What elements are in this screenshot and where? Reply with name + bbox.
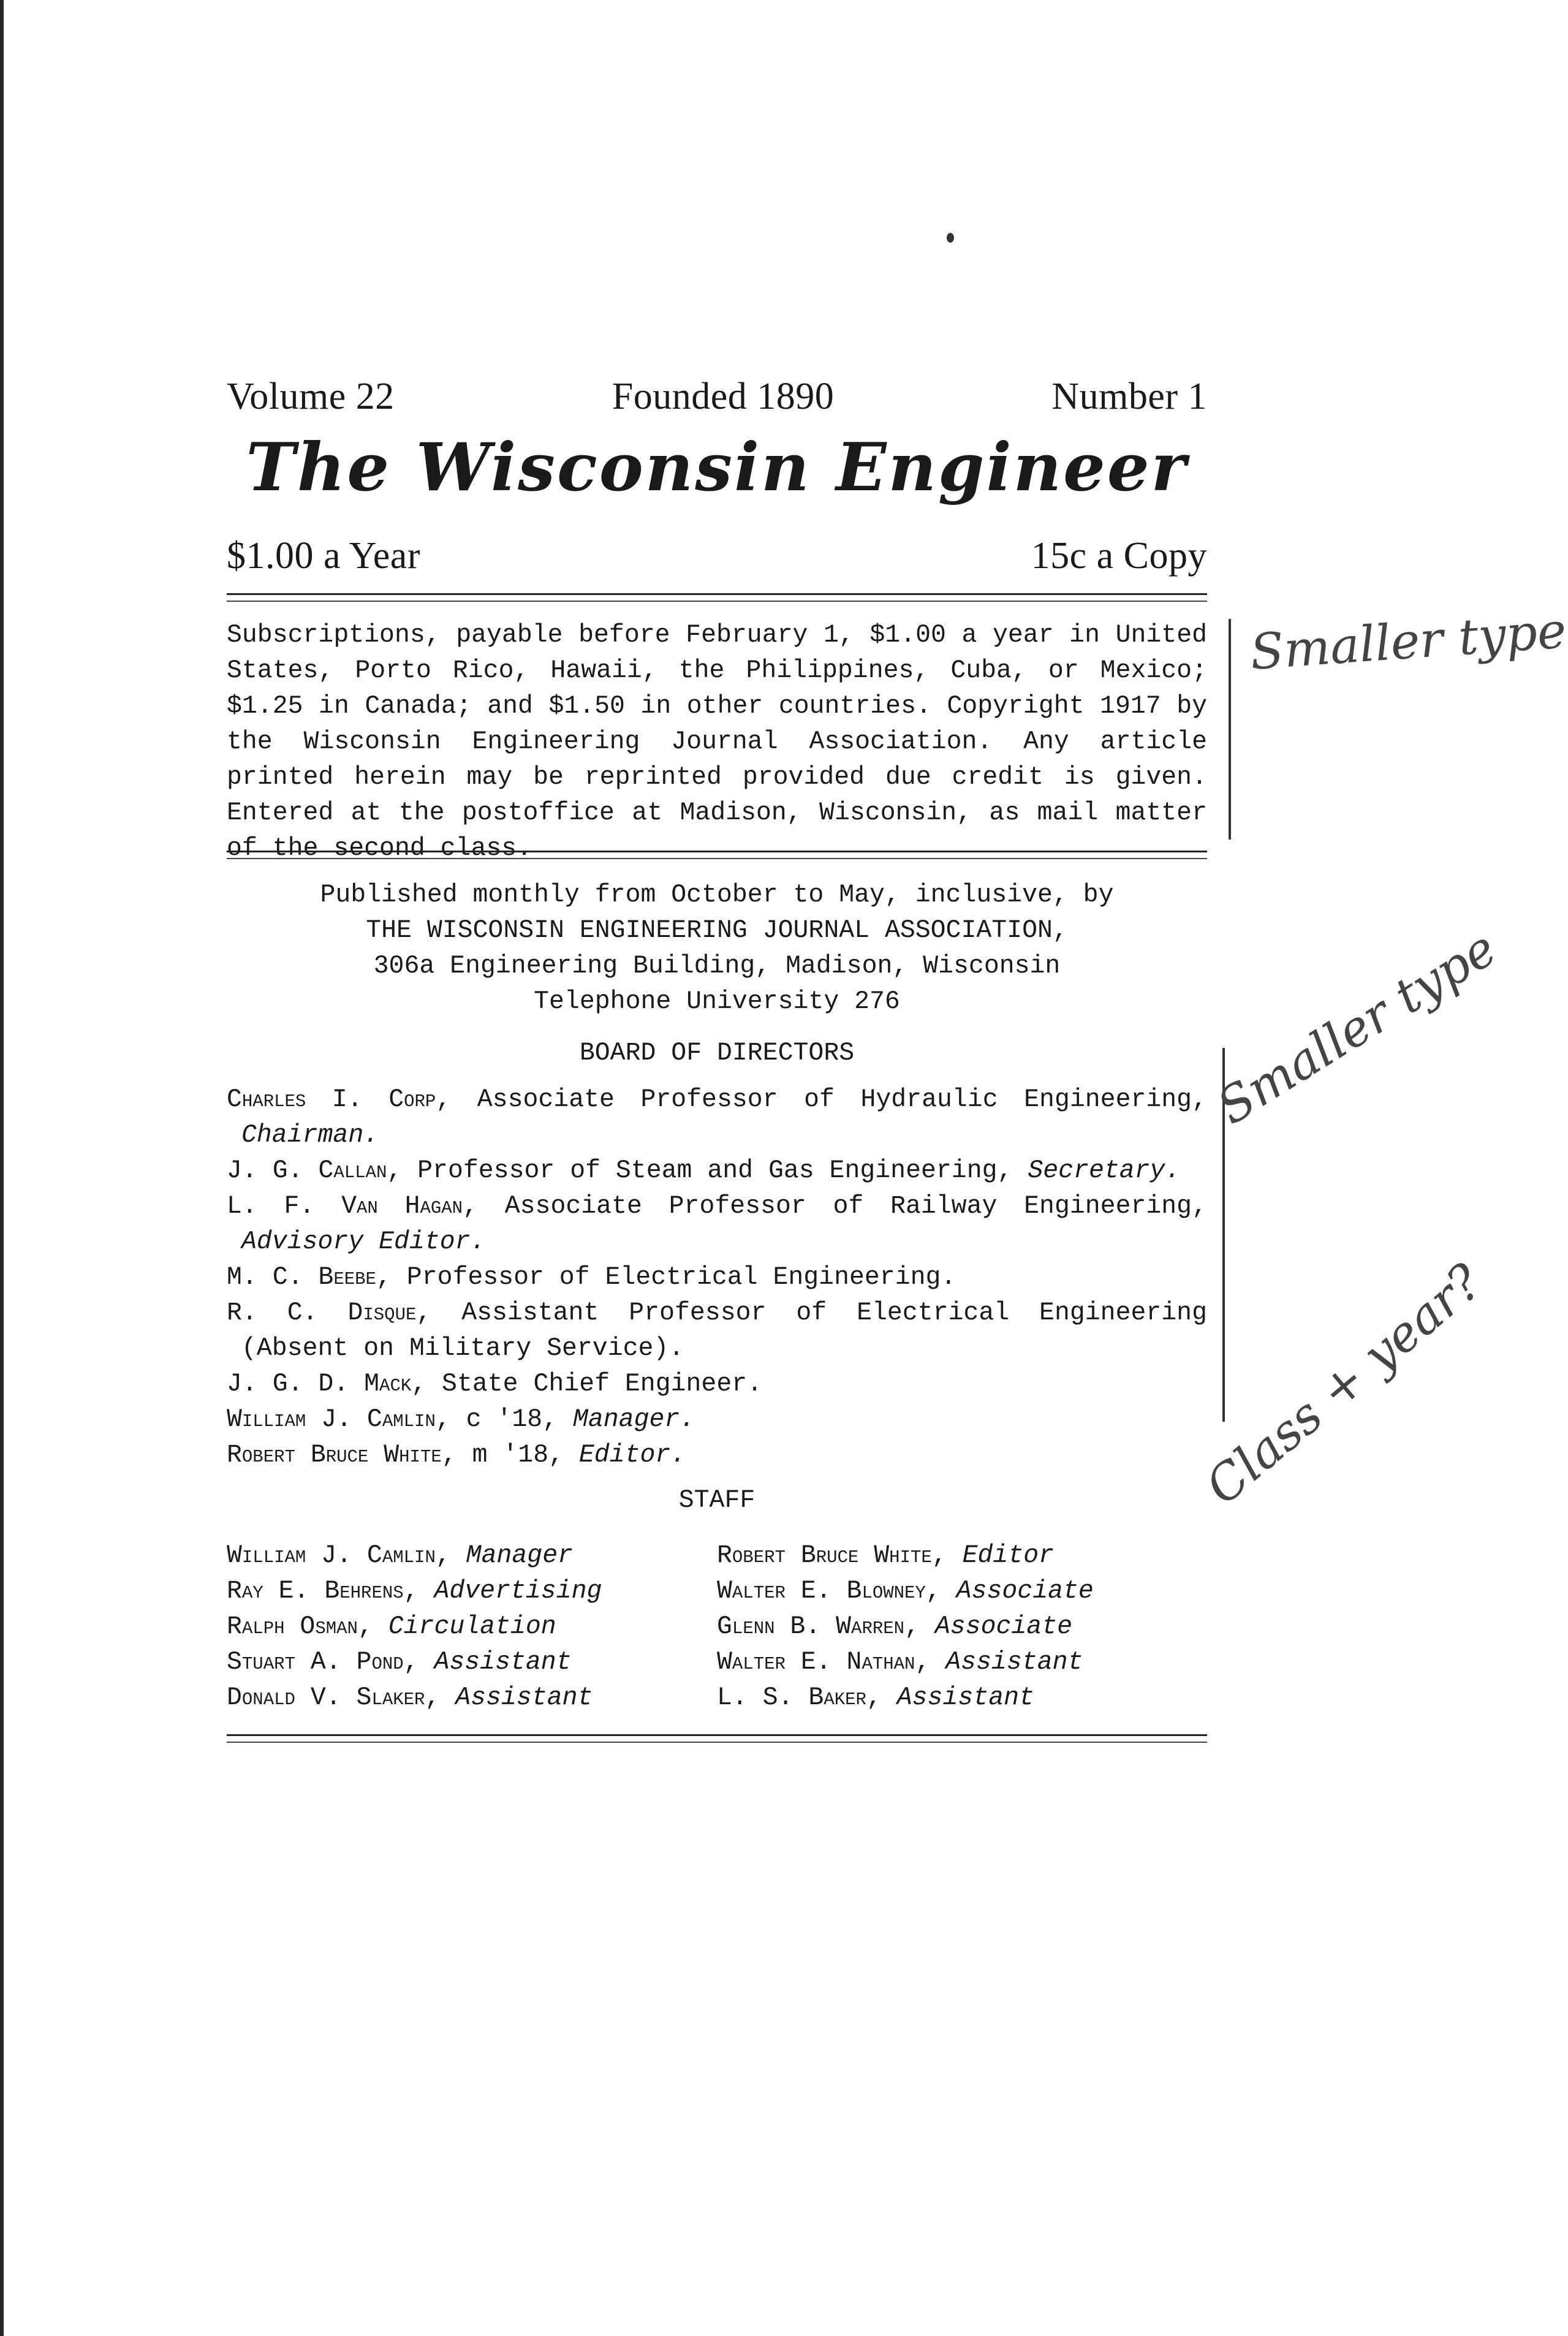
staff-entry: L. S. Baker, Assistant — [717, 1683, 1034, 1712]
founded-label: Founded 1890 — [612, 376, 835, 417]
publisher-address: 306a Engineering Building, Madison, Wisconsin — [373, 952, 1061, 980]
scan-edge — [0, 0, 4, 2336]
staff-list-right — [717, 1538, 1207, 1716]
director-name: M. C. Beebe — [227, 1263, 376, 1292]
director-title: , Associate Professor of Railway Engineering, — [463, 1192, 1207, 1221]
notice-text: Subscriptions, payable before February 1, $1.00 a year in United States, Porto Rico, Hawaii, the Philippines, Cuba, or Mexico; $1.25 in Canada; and $1.50 in other countries. Copyright 1917 by the Wisconsin Engineering Journal Association. Any article printed herein may be reprinted provided due credit is given. Entered at the postoffice at Madison, Wisconsin, as mail matter of the second class. — [227, 621, 1207, 863]
divider — [227, 593, 1207, 595]
staff-role: Editor — [962, 1541, 1055, 1570]
divider — [227, 601, 1207, 602]
director-title: , Associate Professor of Hydraulic Engineering, — [436, 1085, 1207, 1114]
director-name: J. G. D. Mack — [227, 1370, 412, 1398]
director-entry — [227, 1438, 1207, 1473]
staff-list-left — [227, 1538, 692, 1716]
staff-name: Ralph Osman — [227, 1612, 358, 1641]
subscription-notice — [227, 618, 1207, 867]
staff-entry: Ralph Osman, Circulation — [227, 1612, 556, 1641]
staff-name: Ray E. Behrens — [227, 1577, 404, 1606]
director-name: J. G. Callan — [227, 1156, 387, 1185]
staff-name: William J. Camlin — [227, 1541, 436, 1570]
board-heading: BOARD OF DIRECTORS — [579, 1039, 855, 1068]
staff-role: Assistant — [434, 1648, 572, 1677]
divider — [227, 851, 1207, 852]
price-per-year: $1.00 a Year — [227, 535, 420, 577]
divider — [227, 1742, 1207, 1743]
staff-role: Associate — [934, 1612, 1073, 1641]
masthead-top-row — [227, 375, 1207, 419]
staff-name: Walter E. Blowney — [717, 1577, 926, 1606]
director-entry — [227, 1367, 1207, 1402]
staff-entry: Walter E. Blowney, Associate — [717, 1577, 1094, 1606]
margin-bracket — [1216, 619, 1231, 840]
director-entry — [227, 1295, 1207, 1367]
ink-speck — [947, 233, 954, 243]
staff-entry: Walter E. Nathan, Assistant — [717, 1648, 1083, 1677]
price-per-copy: 15c a Copy — [1031, 535, 1207, 577]
staff-entry: Donald V. Slaker, Assistant — [227, 1683, 593, 1712]
staff-entry: Robert Bruce White, Editor — [717, 1541, 1055, 1570]
volume-label: Volume 22 — [227, 376, 395, 417]
staff-entry: Glenn B. Warren, Associate — [717, 1612, 1073, 1641]
staff-name: Glenn B. Warren — [717, 1612, 905, 1641]
staff-entry: Stuart A. Pond, Assistant — [227, 1648, 572, 1677]
staff-role: Assistant — [945, 1648, 1083, 1677]
director-name: L. F. Van Hagan — [227, 1192, 463, 1221]
publisher-line: Published monthly from October to May, inclusive, by — [320, 881, 1114, 909]
director-entry — [227, 1189, 1207, 1260]
director-title: , c '18, — [435, 1405, 573, 1434]
director-title: , Professor of Steam and Gas Engineering, — [387, 1156, 1028, 1185]
director-role: Editor. — [578, 1441, 686, 1469]
staff-name: Robert Bruce White — [717, 1541, 932, 1570]
handwritten-note: Smaller type — [1248, 602, 1568, 681]
director-title: , State Chief Engineer. — [411, 1370, 763, 1398]
publisher-telephone: Telephone University 276 — [534, 987, 900, 1016]
staff-role: Manager — [466, 1541, 574, 1570]
price-row — [227, 534, 1207, 578]
staff-name: L. S. Baker — [717, 1683, 866, 1712]
handwritten-note: Smaller type — [1207, 919, 1506, 1136]
publisher-block — [227, 878, 1207, 1020]
staff-entry: Ray E. Behrens, Advertising — [227, 1577, 602, 1606]
director-role: Secretary. — [1028, 1156, 1181, 1185]
director-title: , m '18, — [441, 1441, 579, 1469]
director-title: , Assistant Professor of Electrical Engineering (Absent on Military Service). — [241, 1299, 1207, 1363]
handwritten-note: Class + year? — [1195, 1253, 1493, 1515]
staff-role: Associate — [956, 1577, 1094, 1606]
staff-name: Donald V. Slaker — [227, 1683, 425, 1712]
staff-role: Assistant — [455, 1683, 593, 1712]
director-name: R. C. Disque — [227, 1299, 417, 1327]
staff-name: Walter E. Nathan — [717, 1648, 915, 1677]
staff-role: Assistant — [896, 1683, 1034, 1712]
director-role: Manager. — [573, 1405, 695, 1434]
director-role: Advisory Editor. — [241, 1227, 486, 1256]
director-entry — [227, 1082, 1207, 1153]
director-entry — [227, 1402, 1207, 1438]
director-name: Robert Bruce White — [227, 1441, 442, 1469]
staff-role: Advertising — [434, 1577, 602, 1606]
staff-heading: STAFF — [678, 1486, 756, 1515]
staff-entry: William J. Camlin, Manager — [227, 1541, 574, 1570]
divider — [227, 858, 1207, 859]
director-role: Chairman. — [241, 1121, 379, 1150]
director-title: , Professor of Electrical Engineering. — [376, 1263, 956, 1292]
staff-name: Stuart A. Pond — [227, 1648, 404, 1677]
divider — [227, 1734, 1207, 1736]
publisher-name: THE WISCONSIN ENGINEERING JOURNAL ASSOCIATION, — [366, 916, 1068, 945]
page-title: The Wisconsin Engineer — [246, 429, 1188, 506]
board-of-directors-list — [227, 1082, 1207, 1473]
number-label: Number 1 — [1051, 376, 1207, 417]
director-entry — [227, 1260, 1207, 1295]
director-name: Charles I. Corp — [227, 1085, 436, 1114]
director-entry — [227, 1153, 1207, 1189]
director-name: William J. Camlin — [227, 1405, 436, 1434]
staff-role: Circulation — [388, 1612, 556, 1641]
